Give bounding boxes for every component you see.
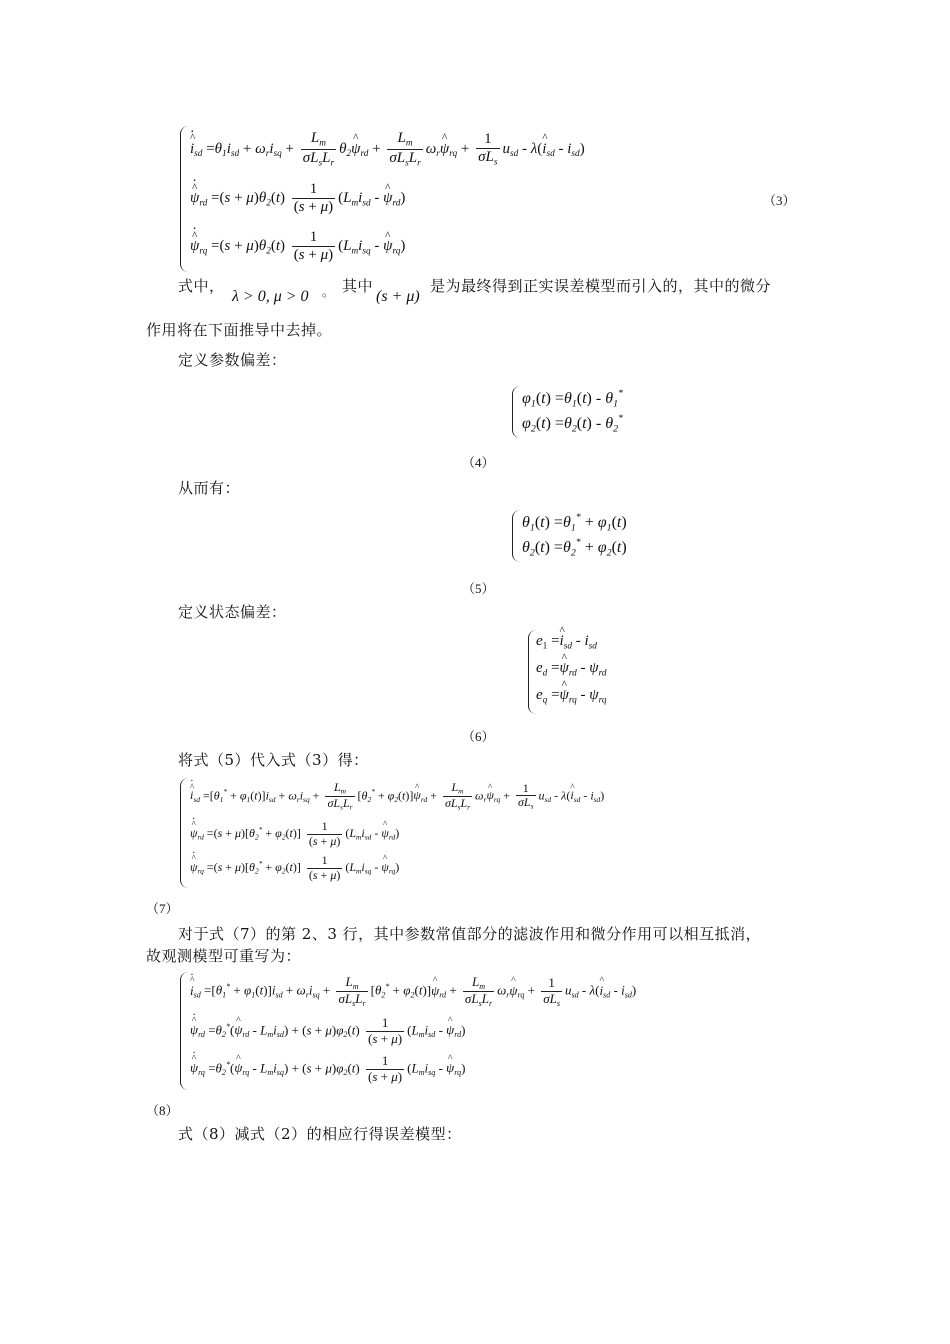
equation-7: [180, 778, 710, 888]
equation-5-row-2: $\theta_2(t) =\theta_2^* + \varphi_2(t)$: [522, 537, 627, 559]
equation-4-row-1: $\varphi_1(t) =\theta_1(t) - \theta_1^*$: [522, 388, 623, 410]
paragraph-state-deviation: 定义状态偏差：: [178, 603, 287, 621]
equation-brace: [180, 126, 189, 272]
equation-7-row-1: ^ $i \cdot_{sd} =[\theta_1^* + \varphi_1(t)]i_{sd} + \omega_ri_{sq}$ + $\frac{L_m}{\sigma L_sL_r}$ [$\theta_2^*$ + $\varphi_2(t)]\^{}$ $\psi_{rd}$ + $\frac{L_m}{\sigma L_sL_r}$ $\omega_r\^{}$ $\psi_{rq}$ + $\frac{1}{\sigma L_s}$ $u_{sd}$ - λ(^ $i_{sd} - i_{sd}$): [190, 781, 604, 812]
paragraph-error-model: 式（8）减式（2）的相应行得误差模型：: [178, 1125, 462, 1143]
equation-8-row-2: ^ $\psi \cdot_{rd}$ $=\theta_2^*(\^{}$ $\psi_{rd} - L_mi_{sd}) + (s + \mu)\varphi_2(t)$ $\frac{1}{(s + \mu)}$ ($L_mi_{sd}$ - ^ $\psi_{rd}$): [190, 1016, 465, 1047]
inline-operator: (s + μ): [376, 288, 420, 305]
equation-5-row-1: $\theta_1(t) =\theta_1^* + \varphi_1(t)$: [522, 512, 627, 534]
paragraph-thus: 从而有：: [178, 479, 241, 497]
equation-8-row-1: ^ $i \cdot_{sd} =[\theta_1^* + \varphi_1(t)]i_{sd} + \omega_ri_{sq}$ + $\frac{L_m}{\sigma L_sL_r}$ [$\theta_2^*$ + $\varphi_2(t)]\^{}$ $\psi_{rd}$ + $\frac{L_m}{\sigma L_sL_r}$ $\omega_r\^{}$ $\psi_{rq}$ + $\frac{1}{\sigma L_s}$ $u_{sd}$ - λ(^ $i_{sd} - i_{sd}$): [190, 975, 636, 1008]
equation-6: [528, 630, 678, 714]
equation-3-row-3: ^ $\psi \cdot_{rq} =(s + \mu)\theta_2(t)$ $\frac{1}{(s + \mu)}$ ($L_mi_{sq}$ - ^ $\psi_{rq}$): [190, 229, 405, 265]
paragraph-conditions-end: 是为最终得到正实误差模型而引入的，其中的微分: [430, 277, 772, 295]
paragraph-cancellation-wrap: 故观测模型可重写为：: [146, 947, 302, 965]
inline-period: 。: [322, 285, 335, 299]
equation-4: [512, 386, 682, 438]
paragraph-conditions-wrap: 作用将在下面推导中去掉。: [146, 321, 333, 339]
equation-6-row-1: $e_1$ =^ $i_{sd} - i_{sd}$: [536, 633, 597, 651]
equation-3-row-2: ^ $\psi \cdot_{rd} =(s + \mu)\theta_2(t)$ $\frac{1}{(s + \mu)}$ ($L_mi_{sd}$ - ^ $\psi_{rd}$): [190, 181, 405, 217]
equation-7-row-2: ^ $\psi \cdot_{rd} =(s + \mu)[\theta_2^* + \varphi_2(t)]$ $\frac{1}{(s + \mu)}$ ($L_mi_{sd}$ - ^ $\psi_{rd}$): [190, 820, 399, 849]
equation-number-8: （8）: [146, 1103, 179, 1118]
equation-8-row-3: ^ $\psi \cdot_{rq}$ $=\theta_2^*(\^{}$ $\psi_{rq} - L_mi_{sq}) + (s + \mu)\varphi_2(t)$ $\frac{1}{(s + \mu)}$ ($L_mi_{sq}$ - ^ $\psi_{rq}$): [190, 1054, 465, 1085]
equation-number-5: （5）: [462, 581, 495, 596]
inline-condition: λ > 0, μ > 0: [232, 288, 309, 305]
equation-number-6: （6）: [462, 729, 495, 744]
equation-3: [180, 126, 740, 272]
equation-brace: [512, 386, 521, 438]
paragraph-parameter-deviation: 定义参数偏差：: [178, 351, 287, 369]
equation-brace: [512, 510, 521, 562]
paragraph-conditions-start: 式中，: [178, 277, 225, 295]
equation-number-3: （3）: [763, 193, 796, 208]
equation-number-7: （7）: [146, 901, 179, 916]
equation-brace: [180, 972, 189, 1090]
paragraph-cancellation: 对于式（7）的第 2、3 行，其中参数常值部分的滤波作用和微分作用可以相互抵消，: [178, 925, 762, 943]
equation-brace: [180, 778, 189, 888]
equation-8: [180, 972, 760, 1090]
paragraph-substitute: 将式（5）代入式（3）得：: [178, 751, 369, 769]
equation-6-row-3: $e_q$ =^ $\psi_{rq} - \psi_{rq}$: [536, 687, 607, 705]
equation-number-4: （4）: [462, 455, 495, 470]
equation-6-row-2: $e_d$ =^ $\psi_{rd} - \psi_{rd}$: [536, 660, 607, 678]
equation-5: [512, 510, 682, 562]
equation-3-row-1: ^ $i \cdot_{sd} =\theta_1i_{sd} + \omega_ri_{sq}$ + $\frac{L_m}{\sigma L_sL_r}$ $\theta_2\^{}$ $\psi_{rd}$ + $\frac{L_m}{\sigma L_sL_r}$ $\omega_r\^{}$ $\psi_{rq}$ + $\frac{1}{\sigma L_s}$ $u_{sd}$ - λ(^ $i_{sd} - i_{sd}$): [190, 130, 585, 169]
equation-4-row-2: $\varphi_2(t) =\theta_2(t) - \theta_2^*$: [522, 413, 623, 435]
equation-7-row-3: ^ $\psi \cdot_{rq} =(s + \mu)[\theta_2^* + \varphi_2(t)]$ $\frac{1}{(s + \mu)}$ ($L_mi_{sq}$ - ^ $\psi_{rq}$): [190, 854, 399, 883]
paragraph-conditions-mid: 其中: [342, 277, 374, 295]
